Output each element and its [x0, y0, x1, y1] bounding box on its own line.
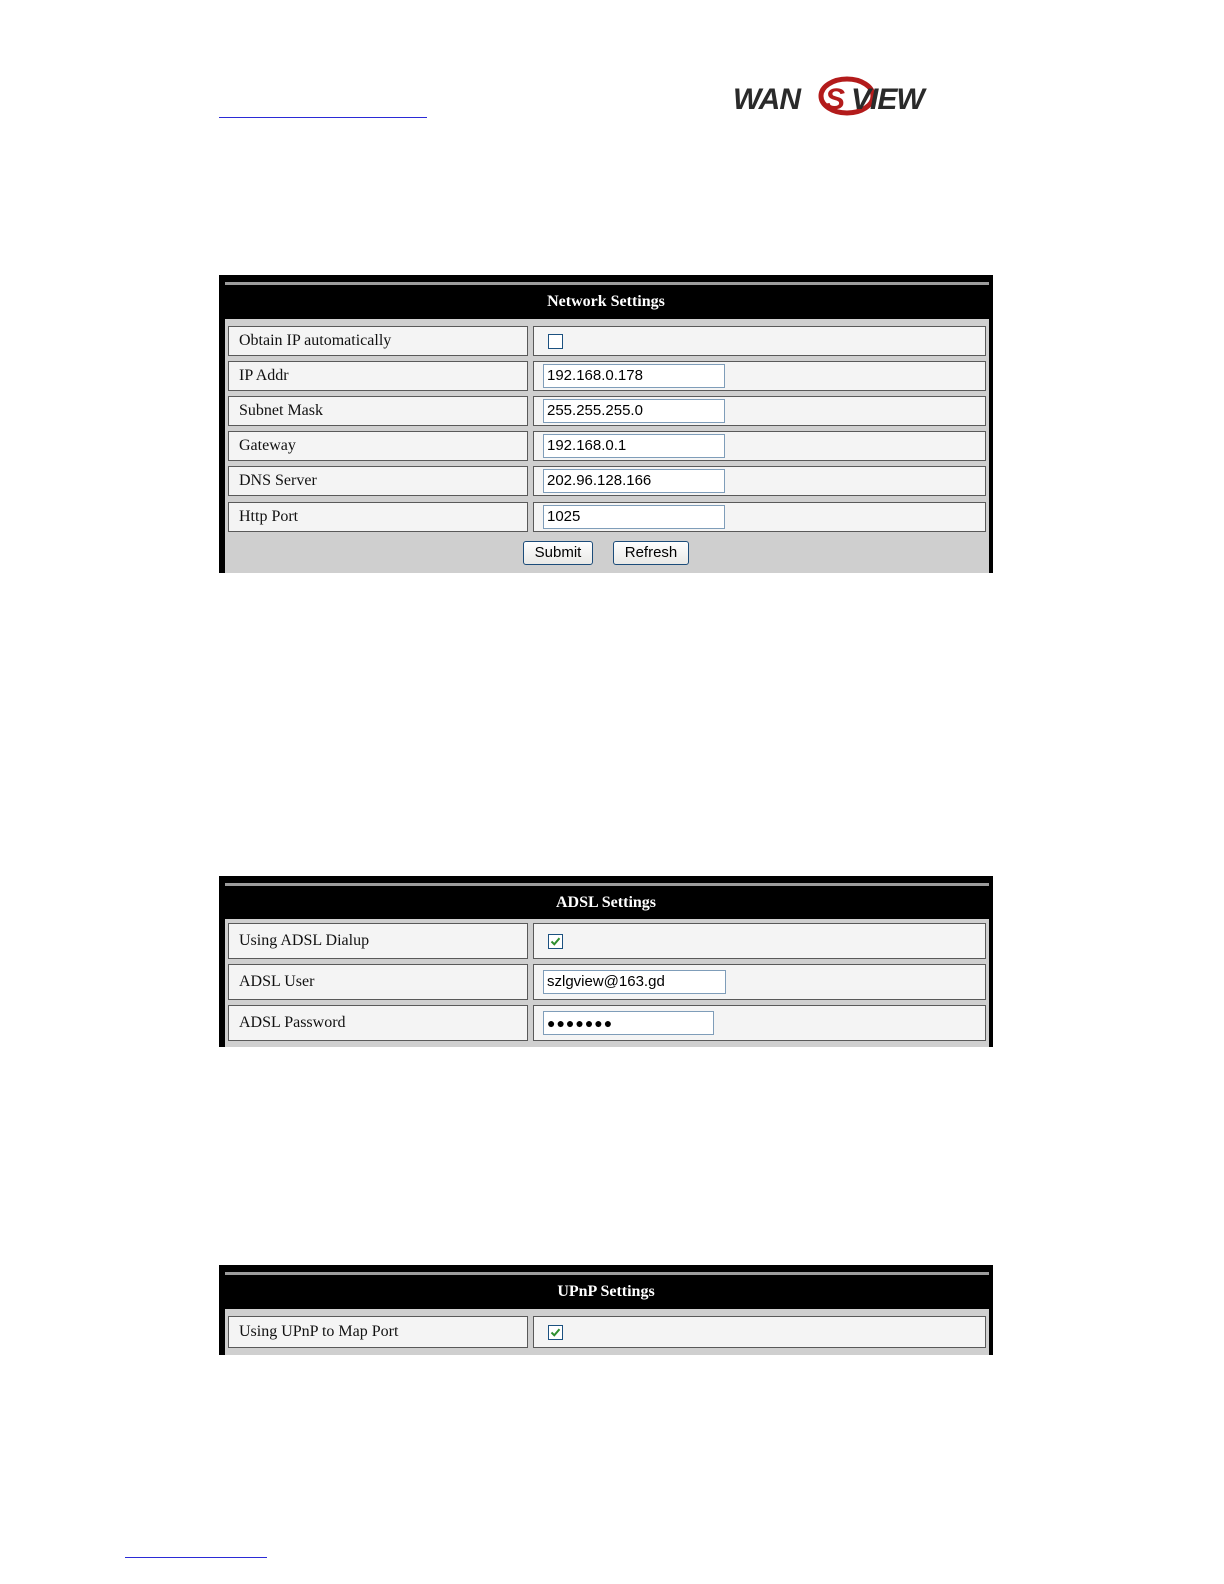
http-port-input[interactable]: 1025: [543, 505, 725, 529]
panel-title: UPnP Settings: [557, 1283, 655, 1300]
value-cell: [533, 326, 986, 356]
svg-text:WAN: WAN: [733, 83, 800, 116]
wansview-logo: [731, 76, 967, 118]
value-cell: [533, 396, 986, 426]
label-cell: Gateway: [228, 431, 528, 461]
label-cell: Http Port: [228, 502, 528, 532]
panel-body: [225, 919, 989, 1047]
value-cell: [533, 1005, 986, 1041]
adsl-user-input[interactable]: szlgview@163.gd: [543, 970, 726, 994]
value-cell: [533, 466, 986, 496]
value-cell: [533, 923, 986, 959]
row-http-port: [228, 502, 986, 532]
adsl-settings-panel: [219, 876, 993, 1047]
adsl-password-input[interactable]: ●●●●●●●: [543, 1011, 714, 1035]
label-cell: Using UPnP to Map Port: [228, 1316, 528, 1348]
svg-text:VIEW: VIEW: [851, 83, 924, 116]
dns-server-input[interactable]: 202.96.128.166: [543, 469, 725, 493]
header-divider: [225, 883, 989, 886]
header-divider: [225, 1272, 989, 1275]
checkmark-icon: [550, 936, 561, 947]
panel-title: Network Settings: [547, 293, 665, 310]
label-cell: Obtain IP automatically: [228, 326, 528, 356]
row-ip-addr: [228, 361, 986, 391]
value-cell: [533, 502, 986, 532]
row-obtain-ip: [228, 326, 986, 356]
checkmark-icon: [550, 1327, 561, 1338]
gateway-input[interactable]: 192.168.0.1: [543, 434, 725, 458]
button-bar: [225, 541, 989, 567]
obtain-ip-checkbox[interactable]: [548, 334, 563, 349]
adsl-dialup-checkbox[interactable]: [548, 934, 563, 949]
upnp-checkbox[interactable]: [548, 1325, 563, 1340]
label-cell: Subnet Mask: [228, 396, 528, 426]
submit-button[interactable]: Submit: [523, 541, 593, 565]
panel-title: ADSL Settings: [555, 894, 657, 911]
svg-text:S: S: [825, 83, 846, 116]
header-link-underline[interactable]: [219, 117, 427, 118]
ip-addr-input[interactable]: 192.168.0.178: [543, 364, 725, 388]
panel-body: [225, 1309, 989, 1355]
panel-body: [225, 319, 989, 573]
row-gateway: [228, 431, 986, 461]
value-cell: [533, 431, 986, 461]
label-cell: ADSL User: [228, 964, 528, 1000]
row-adsl-dialup: [228, 923, 986, 959]
value-cell: [533, 964, 986, 1000]
label-cell: DNS Server: [228, 466, 528, 496]
row-upnp-map-port: [228, 1316, 986, 1348]
network-settings-panel: [219, 275, 993, 573]
row-adsl-password: [228, 1005, 986, 1041]
value-cell: [533, 361, 986, 391]
label-cell: Using ADSL Dialup: [228, 923, 528, 959]
header-divider: [225, 282, 989, 285]
row-dns-server: [228, 466, 986, 496]
upnp-settings-panel: [219, 1265, 993, 1355]
row-subnet-mask: [228, 396, 986, 426]
refresh-button[interactable]: Refresh: [613, 541, 689, 565]
label-cell: ADSL Password: [228, 1005, 528, 1041]
subnet-mask-input[interactable]: 255.255.255.0: [543, 399, 725, 423]
footer-link-underline[interactable]: [125, 1557, 267, 1558]
label-cell: IP Addr: [228, 361, 528, 391]
row-adsl-user: [228, 964, 986, 1000]
value-cell: [533, 1316, 986, 1348]
